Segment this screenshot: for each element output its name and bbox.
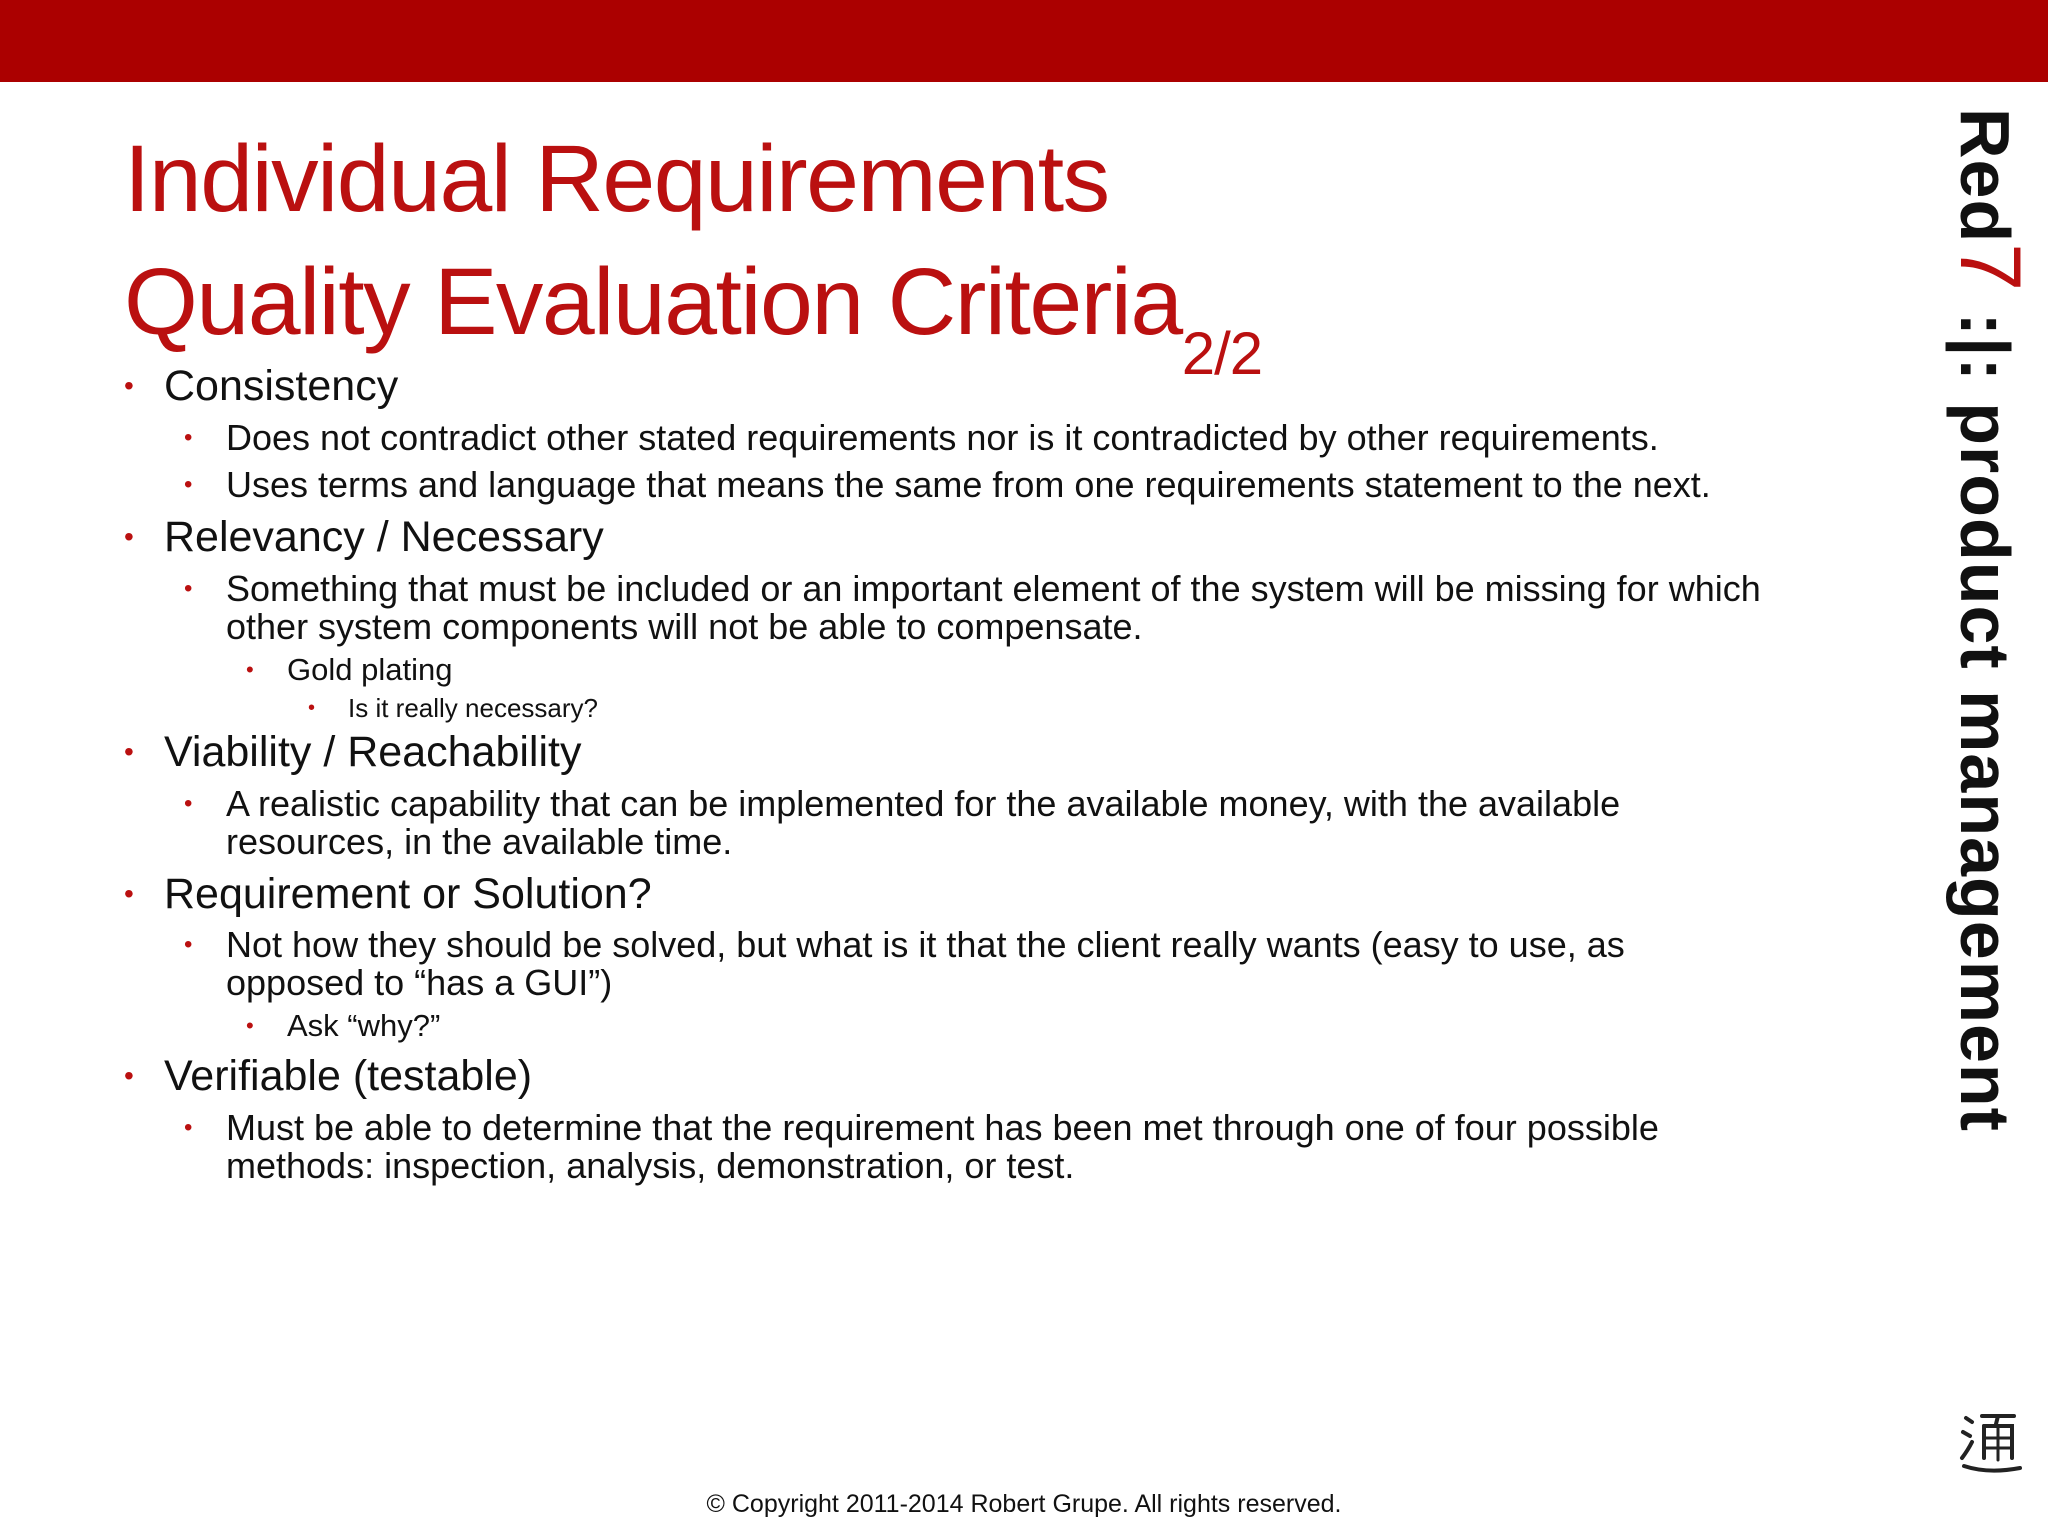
- top-accent-bar: [0, 0, 2048, 82]
- bullet-marker: •: [308, 697, 316, 719]
- title-line-2-text: Quality Evaluation Criteria: [124, 249, 1182, 355]
- brand-red: Red: [1946, 108, 2024, 244]
- bullet-marker: •: [184, 1114, 193, 1141]
- bullet-level-1-text: Viability / Reachability: [164, 728, 582, 776]
- bullet-level-1-text: Consistency: [164, 362, 399, 410]
- bullet-level-2-text: methods: inspection, analysis, demonstration, or test.: [226, 1145, 1075, 1186]
- bullet-marker: •: [246, 657, 254, 682]
- title-line-1: Individual Requirements: [124, 126, 1109, 232]
- bullet-level-3-text: Ask “why?”: [287, 1008, 441, 1043]
- bullet-level-1-text: Requirement or Solution?: [164, 870, 652, 918]
- bullet-marker: •: [246, 1013, 254, 1038]
- footer-copyright: © Copyright 2011-2014 Robert Grupe. All rights reserved.: [706, 1490, 1342, 1518]
- brand-vertical: [1942, 108, 2038, 1132]
- bullet-marker: •: [124, 1060, 134, 1091]
- kanji-seal-icon: [1958, 1408, 2024, 1478]
- bullet-marker: •: [124, 521, 134, 552]
- bullet-level-2-text: Does not contradict other stated requirements nor is it contradicted by other requirements.: [226, 417, 1659, 458]
- bullet-level-2-text: opposed to “has a GUI”): [226, 962, 613, 1003]
- bullet-marker: •: [124, 736, 134, 767]
- bullet-marker: •: [124, 370, 134, 401]
- bullet-marker: •: [184, 471, 193, 498]
- bullet-level-2-text: Something that must be included or an important element of the system will be missing for which: [226, 568, 1761, 609]
- bullet-level-1-text: Relevancy / Necessary: [164, 513, 604, 561]
- bullet-marker: •: [184, 931, 193, 958]
- bullet-level-2-text: Uses terms and language that means the same from one requirements statement to the next.: [226, 464, 1711, 505]
- bullet-level-2-text: resources, in the available time.: [226, 821, 733, 862]
- bullet-level-3-text: Gold plating: [287, 652, 453, 687]
- title-page-suffix: 2/2: [1181, 320, 1263, 387]
- bullet-marker: •: [184, 424, 193, 451]
- bullet-marker: •: [184, 575, 193, 602]
- bullet-level-2-text: other system components will not be able to compensate.: [226, 606, 1143, 647]
- brand-product-management: :|: product management: [1946, 292, 2024, 1132]
- bullet-marker: •: [124, 878, 134, 909]
- bullet-level-2-text: Must be able to determine that the requirement has been met through one of four possible: [226, 1107, 1659, 1148]
- bullet-marker: •: [184, 790, 193, 817]
- bullet-level-4-text: Is it really necessary?: [348, 693, 598, 723]
- bullet-level-1-text: Verifiable (testable): [164, 1052, 533, 1100]
- bullet-level-2-text: A realistic capability that can be implemented for the available money, with the available: [226, 783, 1621, 824]
- bullet-level-2-text: Not how they should be solved, but what is it that the client really wants (easy to use, as: [226, 924, 1625, 965]
- brand-seven: 7: [1942, 243, 2038, 293]
